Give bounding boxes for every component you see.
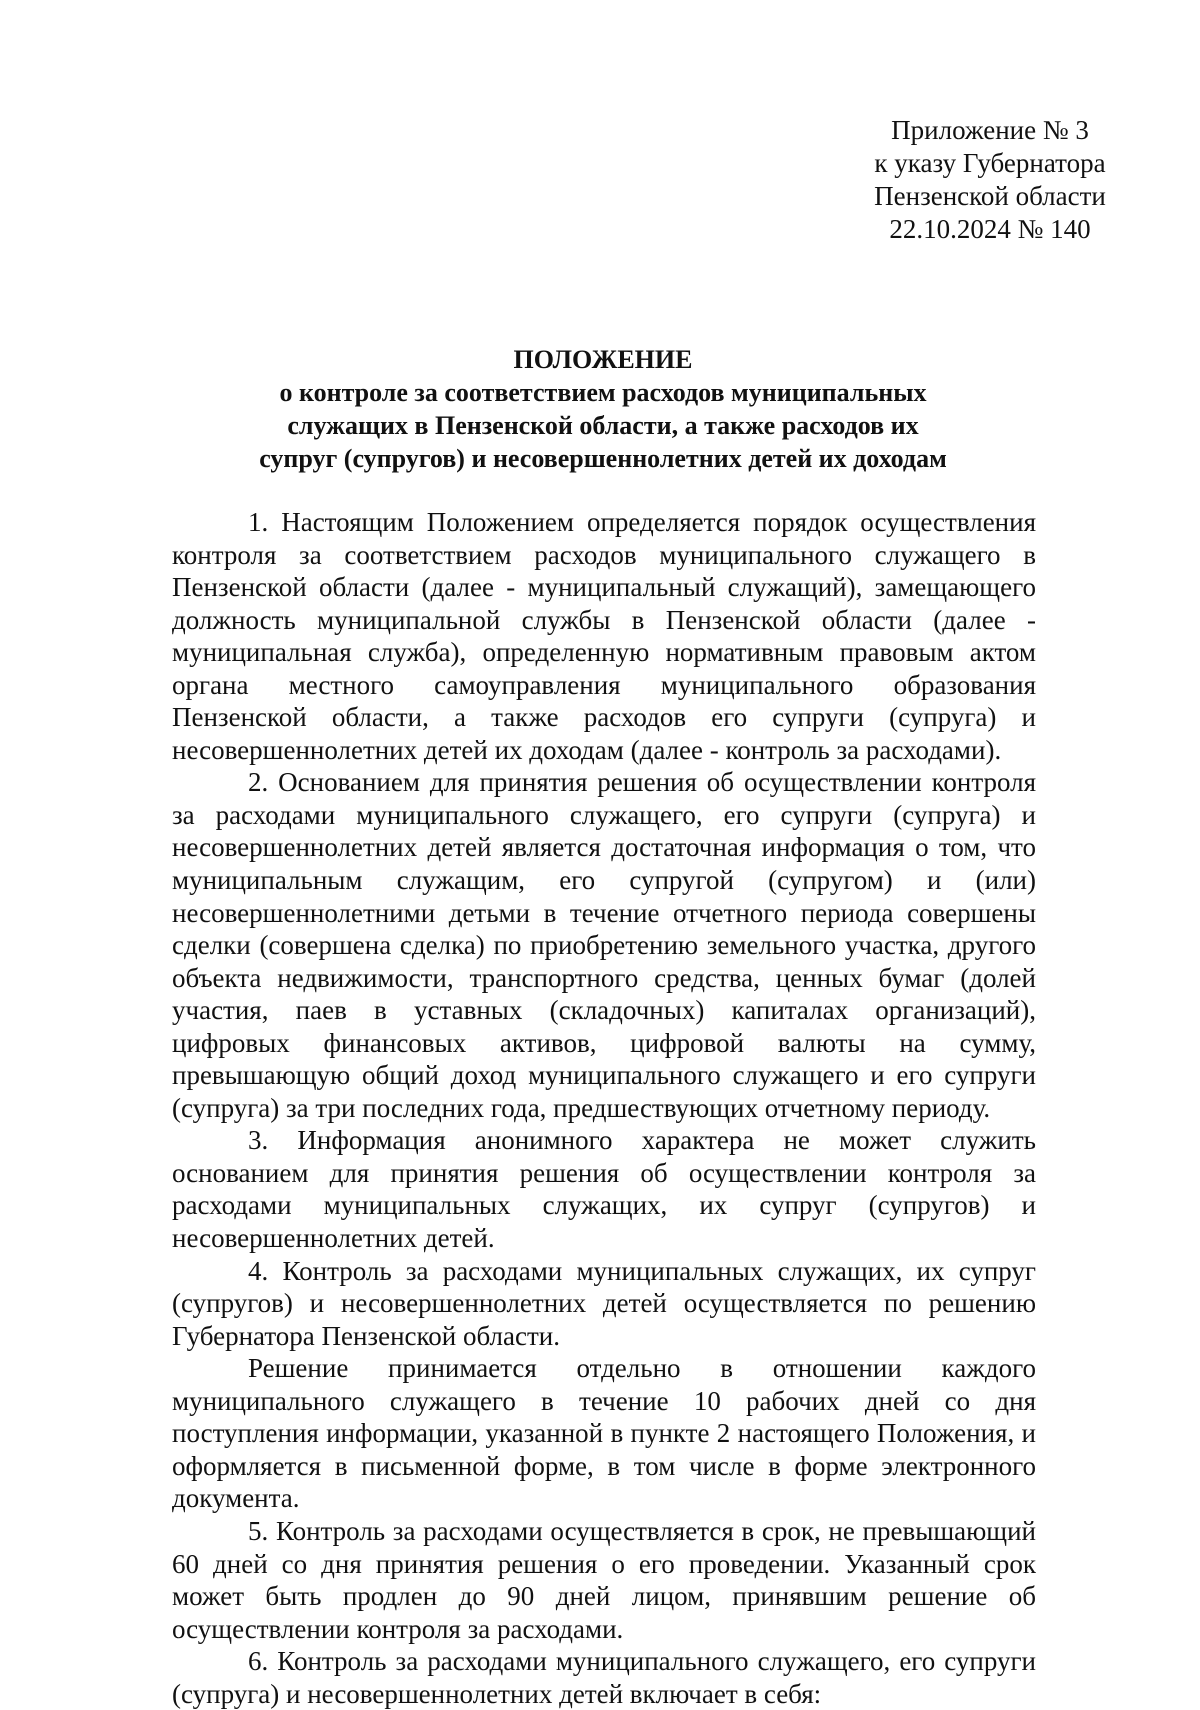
annex-header [840,114,1140,246]
title-line-1: о контроле за соответствием расходов муниципальных [279,378,927,407]
document-body [172,506,1036,1710]
document-title [170,343,1036,475]
paragraph-4: 4. Контроль за расходами муниципальных служащих, их супруг (супругов) и несовершеннолетних детей осуществляется по решению Губернатора Пензенской области. [172,1255,1036,1351]
annex-number: Приложение № 3 [891,115,1089,145]
title-heading: ПОЛОЖЕНИЕ [513,345,693,374]
paragraph-1: 1. Настоящим Положением определяется порядок осуществления контроля за соответствием расходов муниципального служащего в Пензенской области (далее - муниципальный служащий), замещающего должность муниципальной службы в Пензенской области (далее - муниципальная служба), определенную нормативным правовым актом органа местного самоуправления муниципального образования Пензенской области, а также расходов его супруги (супруга) и несовершеннолетних детей их доходам (далее - контроль за расходами). [172,507,1036,765]
paragraph-3: 3. Информация анонимного характера не может служить основанием для принятия решения об осуществлении контроля за расходами муниципальных служащих, их супруг (супругов) и несовершеннолетних детей. [172,1125,1036,1254]
annex-decree-ref: к указу Губернатора [874,148,1106,178]
annex-region: Пензенской области [874,181,1106,211]
paragraph-5: 5. Контроль за расходами осуществляется в срок, не превышающий 60 дней со дня принятия решения о его проведении. Указанный срок может быть продлен до 90 дней лицом, принявшим решение об осуществлении контроля за расходами. [172,1515,1036,1644]
title-line-3: супруг (супругов) и несовершеннолетних детей их доходам [259,444,947,473]
paragraph-4-decision: Решение принимается отдельно в отношении каждого муниципального служащего в течение 10 рабочих дней со дня поступления информации, указанной в пункте 2 настоящего Положения, и оформляется в письменной форме, в том числе в форме электронного документа. [172,1353,1036,1514]
paragraph-2: 2. Основанием для принятия решения об осуществлении контроля за расходами муниципального служащего, его супруги (супруга) и несовершеннолетних детей является достаточная информация о том, что муниципальным служащим, его супругой (супругом) и (или) несовершеннолетними детьми в течение отчетного периода совершены сделки (совершена сделка) по приобретению земельного участка, другого объекта недвижимости, транспортного средства, ценных бумаг (долей участия, паев в уставных (складочных) капиталах организаций), цифровых финансовых активов, цифровой валюты на сумму, превышающую общий доход муниципального служащего и его супруги (супруга) за три последних года, предшествующих отчетному периоду. [172,767,1036,1123]
annex-date-number: 22.10.2024 № 140 [889,214,1091,244]
title-line-2: служащих в Пензенской области, а также расходов их [287,411,919,440]
paragraph-6: 6. Контроль за расходами муниципального служащего, его супруги (супруга) и несовершеннолетних детей включает в себя: [172,1646,1036,1709]
